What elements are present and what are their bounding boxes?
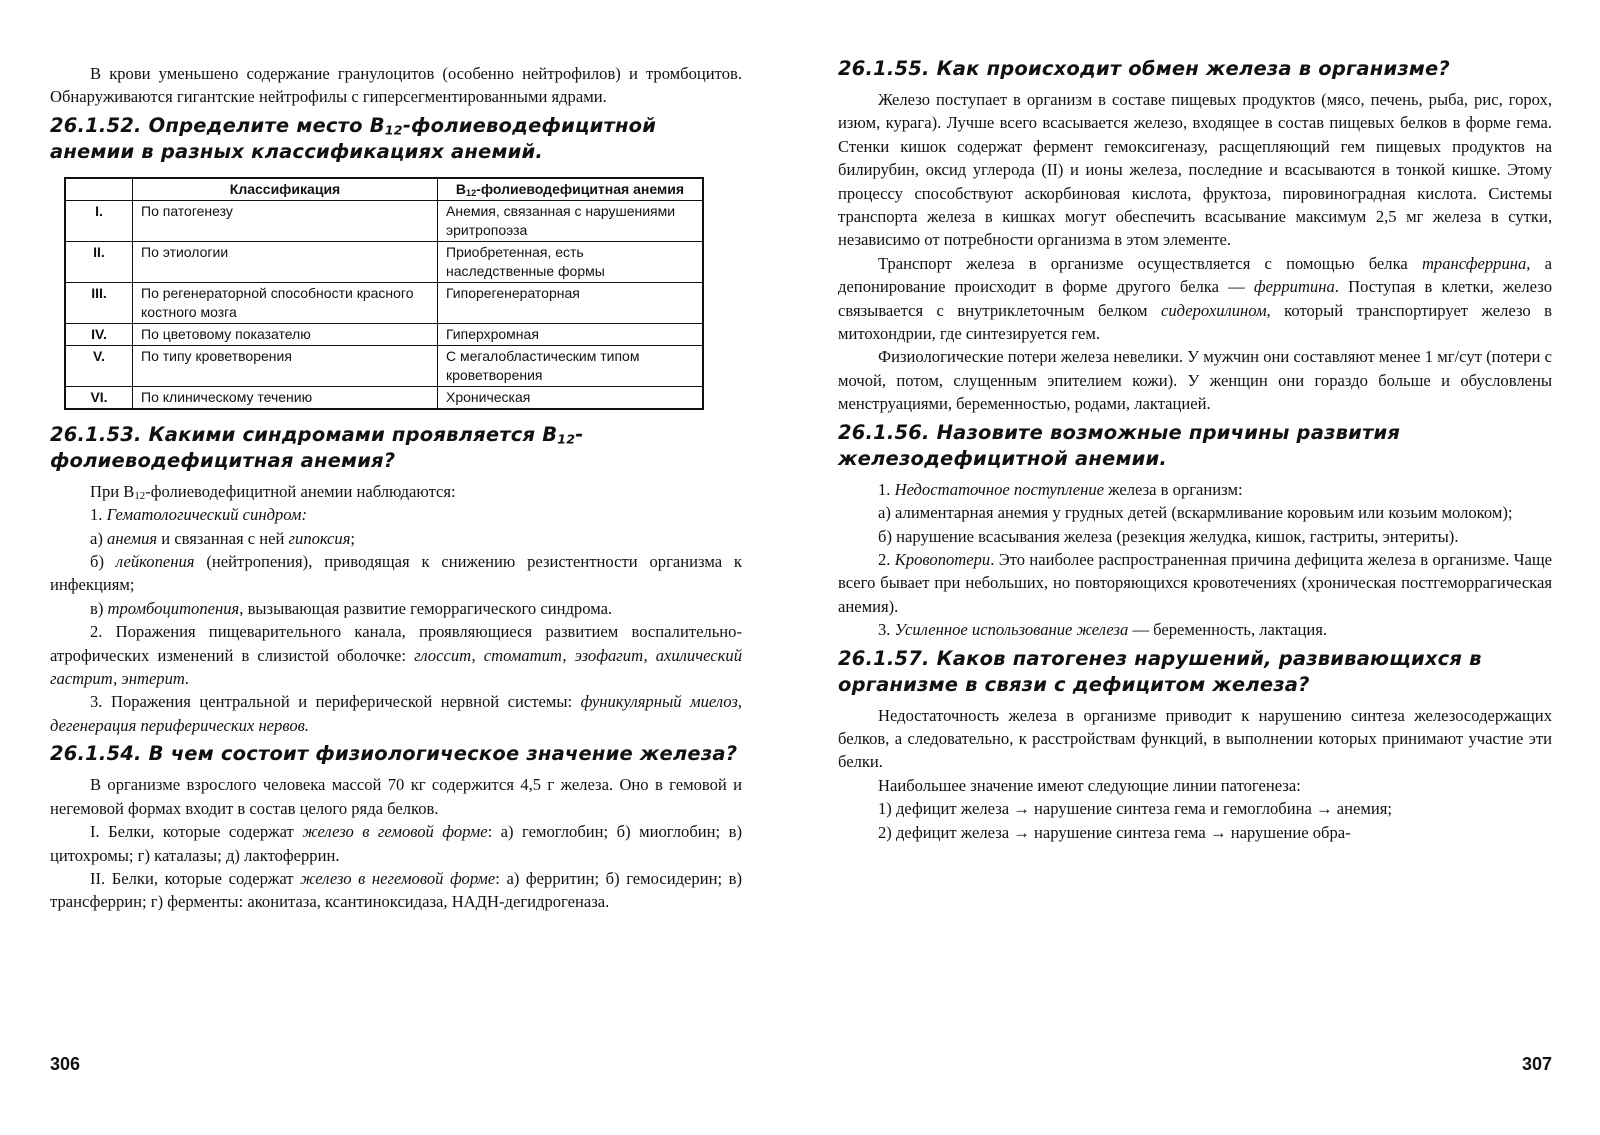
row-classification: По регенераторной способности красного костного мозга (133, 282, 438, 323)
row-classification: По цветовому показателю (133, 323, 438, 345)
row-number: V. (65, 345, 133, 386)
row-value: Гипорегенераторная (438, 282, 704, 323)
classification-table (64, 177, 704, 410)
table-header-classification: Классификация (133, 178, 438, 201)
row-value: С мегалобластическим типом кроветворения (438, 345, 704, 386)
s56-item-a: а) алиментарная анемия у грудных детей (вскармливание коровьим или козьим молоком); (878, 503, 1513, 523)
row-number: I. (65, 200, 133, 241)
page-number-right: 307 (1521, 1054, 1552, 1074)
row-number: IV. (65, 323, 133, 345)
s54-paragraph-3: II. Белки, которые содержат железо в негемовой форме: а) ферритин; б) гемосидерин; в) трансферрин; г) ферменты: аконитаза, ксантиноксидаза, НАДН-дегидрогеназа. (50, 868, 743, 912)
table-row (65, 323, 703, 345)
s57-paragraph-2: Наибольшее значение имеют следующие линии патогенеза: (878, 775, 1301, 795)
s53-item-2: 2. Поражения пищеварительного канала, проявляющиеся развитием воспалительно-атрофических изменений в слизистой оболочке: глоссит, стоматит, эзофагит, ахилический гастрит, энтерит. (50, 622, 742, 689)
s55-paragraph-1: Железо поступает в организм в составе пищевых продуктов (мясо, печень, рыба, рис, горох, изюм, курага). Лучше всего всасывается железо, входящее в состав пищевых белков в форме гема. Стенки кишок содержат фермент гемоксигеназу, расщепляющий гем пищевых продуктов на билирубин, оксид углерода (II) и ионы железа, последние и всасываются в тонкой кишке. Этому процессу способствуют аскорбиновая кислота, фруктоза, пировиноградная кислота. Системы транспорта железа в кишках могут обеспечить всасывание максимум 2,5 мг железа в сутки, независимо от потребности организма в этом элементе. (838, 90, 1552, 250)
row-value: Анемия, связанная с нарушениями эритропоэза (438, 200, 704, 241)
s53-item-a: а) анемия и связанная с ней гипоксия; (90, 528, 356, 548)
s54-paragraph-1: В организме взрослого человека массой 70 кг содержится 4,5 г железа. Оно в гемовой и негемовой формах входит в состав целого ряда белков. (50, 775, 742, 818)
question-26-1-55: 26.1.55. Как происходит обмен железа в организме? (838, 57, 1450, 80)
s53-item-b: б) лейкопения (нейтропения), приводящая к снижению резистентности организма к инфекциям; (50, 552, 742, 595)
row-classification: По клиническому течению (133, 386, 438, 409)
row-value: Гиперхромная (438, 323, 704, 345)
intro-paragraph: В крови уменьшено содержание гранулоцитов (особенно нейтрофилов) и тромбоцитов. Обнаруживаются гигантские нейтрофилы с гиперсегментированными ядрами. (50, 64, 742, 107)
row-value: Приобретенная, есть наследственные формы (438, 241, 704, 282)
table-header-num (65, 178, 133, 201)
question-26-1-52: 26.1.52. Определите место $B_{12}$-фолиеводефицитной анемии в разных классификациях анемий. (50, 113, 657, 163)
s54-paragraph-2: I. Белки, которые содержат железо в гемовой форме: а) гемоглобин; б) миоглобин; в) цитохромы; г) каталазы; д) лактоферрин. (50, 822, 742, 865)
table-row (65, 241, 703, 282)
question-26-1-57: 26.1.57. Каков патогенез нарушений, развивающихся в организме в связи с дефицитом железа? (838, 646, 1482, 696)
s56-item-b: б) нарушение всасывания железа (резекция желудка, кишок, гастриты, энтериты). (878, 526, 1459, 546)
question-26-1-53: 26.1.53. Какими синдромами проявляется $B_{12}$-фолиеводефицитная анемия? (50, 422, 584, 472)
table-row (65, 200, 703, 241)
table-row (65, 345, 703, 386)
s55-paragraph-2: Транспорт железа в организме осуществляется с помощью белка трансферрина, а депонирование происходит в форме другого белка — ферритина. Поступая в клетки, железо связывается с внутриклеточным белком сидерохилином, который транспортирует железо в митохондрии, где синтезируется гем. (838, 253, 1552, 344)
row-classification: По типу кроветворения (133, 345, 438, 386)
row-value: Хроническая (438, 386, 704, 409)
row-classification: По этиологии (133, 241, 438, 282)
question-26-1-54: 26.1.54. В чем состоит физиологическое значение железа? (50, 742, 738, 766)
row-number: VI. (65, 386, 133, 409)
s55-paragraph-3: Физиологические потери железа невелики. У мужчин они составляют менее 1 мг/сут (потери с мочой, потом, слущенным эпителием кожи). У женщин они гораздо больше и обусловлены менструациями, беременностью, родами, лактацией. (838, 347, 1552, 414)
s56-item-1: 1. Недостаточное поступление железа в организм: (878, 479, 1243, 499)
s53-item-3: 3. Поражения центральной и периферической нервной системы: фуникулярный миелоз, дегенерация периферических нервов. (50, 692, 742, 735)
s53-lead: При $B_{12}$-фолиеводефицитной анемии наблюдаются: (90, 481, 456, 502)
table-header-row (65, 178, 703, 201)
row-number: III. (65, 282, 133, 323)
row-classification: По патогенезу (133, 200, 438, 241)
table-header-anemia: $B_{12}$-фолиеводефицитная анемия (438, 178, 704, 201)
s57-paragraph-1: Недостаточность железа в организме приводит к нарушению синтеза железосодержащих белков, а следовательно, к расстройствам функций, в выполнении которых принимают участие эти белки. (838, 705, 1552, 772)
s56-item-2: 2. Кровопотери. Это наиболее распространенная причина дефицита железа в организме. Чаще всего бывает при небольших, но повторяющихся кровотечениях (хроническая постгеморрагическая анемия). (838, 549, 1552, 616)
row-number: II. (65, 241, 133, 282)
page-number-left: 306 (50, 1054, 81, 1074)
right-page (800, 0, 1600, 1135)
table-row (65, 386, 703, 409)
table-row (65, 282, 703, 323)
s57-line-2: 2) дефицит железа → нарушение синтеза гема → нарушение обра- (878, 822, 1351, 842)
s57-line-1: 1) дефицит железа → нарушение синтеза гема и гемоглобина → анемия; (878, 799, 1392, 819)
s56-item-3: 3. Усиленное использование железа — беременность, лактация. (878, 620, 1328, 640)
s53-item-c: в) тромбоцитопения, вызывающая развитие геморрагического синдрома. (90, 598, 613, 618)
question-26-1-56: 26.1.56. Назовите возможные причины развития железодефицитной анемии. (838, 420, 1401, 470)
s53-item-1: 1. Гематологический синдром: (90, 505, 308, 525)
